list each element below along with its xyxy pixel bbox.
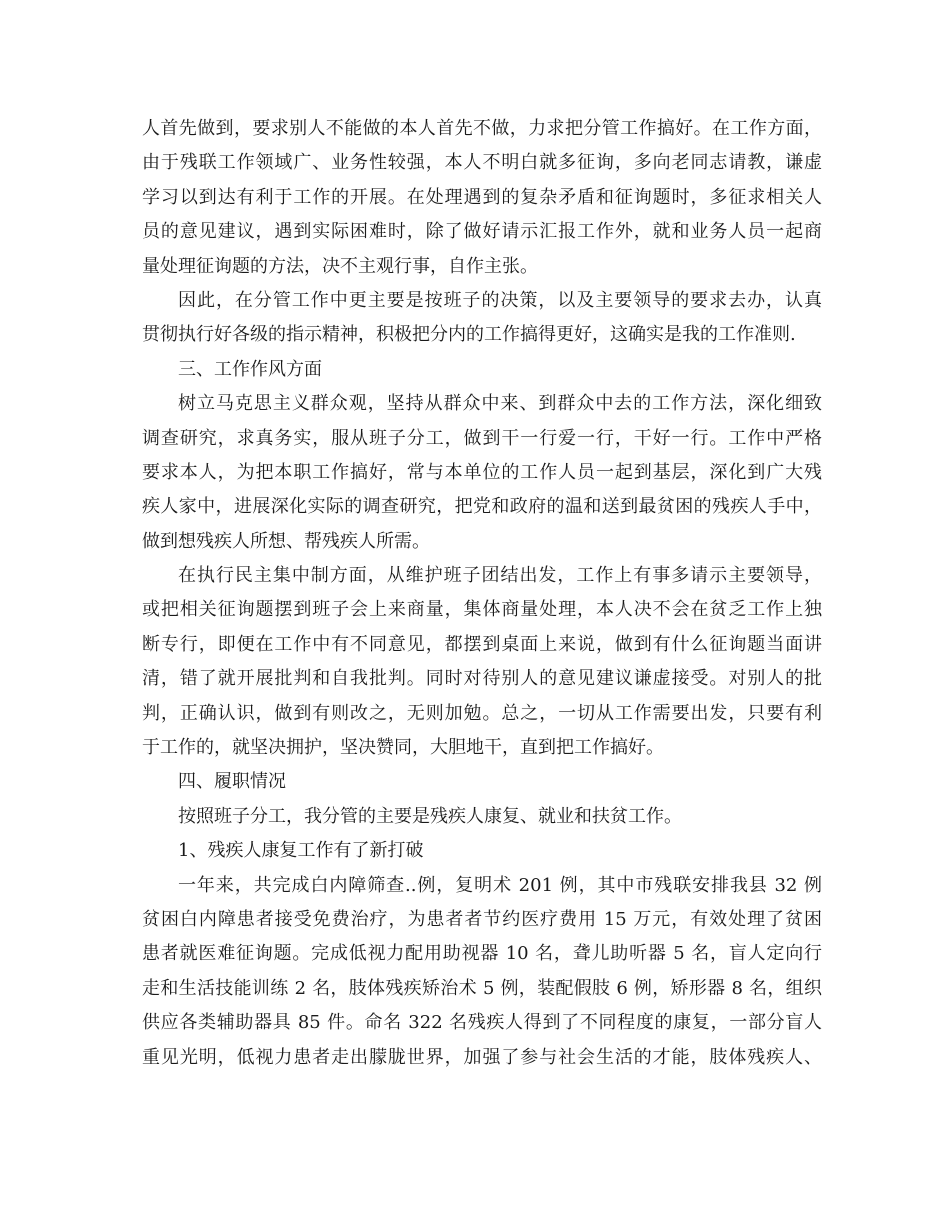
document-page bbox=[142, 112, 822, 1075]
text-line: 按照班子分工，我分管的主要是残疾人康复、就业和扶贫工作。 bbox=[178, 805, 682, 827]
text-line: 判，正确认识，做到有则改之，无则加勉。总之，一切从工作需要出发，只要有利 bbox=[142, 702, 822, 724]
text-line: 患者就医难征询题。完成低视力配用助视器 10 名，聋儿助听器 5 名，盲人定向行 bbox=[142, 943, 822, 965]
text-line: 供应各类辅助器具 85 件。命名 322 名残疾人得到了不同程度的康复，一部分盲人 bbox=[142, 1012, 822, 1034]
text-line: 学习以到达有利于工作的开展。在处理遇到的复杂矛盾和征询题时，多征求相关人 bbox=[142, 186, 822, 208]
text-line: 因此，在分管工作中更主要是按班子的决策，以及主要领导的要求去办，认真 bbox=[178, 289, 822, 311]
text-line: 断专行，即便在工作中有不同意见，都摆到桌面上来说，做到有什么征询题当面讲 bbox=[142, 633, 822, 655]
text-line: 树立马克思主义群众观，坚持从群众中来、到群众中去的工作方法，深化细致 bbox=[178, 393, 822, 415]
text-line: 量处理征询题的方法，决不主观行事，自作主张。 bbox=[142, 255, 538, 277]
text-line: 清，错了就开展批判和自我批判。同时对待别人的意见建议谦虚接受。对别人的批 bbox=[142, 668, 822, 690]
text-line: 要求本人，为把本职工作搞好，常与本单位的工作人员一起到基层，深化到广大残 bbox=[142, 461, 822, 483]
text-line: 重见光明，低视力患者走出朦胧世界，加强了参与社会生活的才能，肢体残疾人、 bbox=[142, 1046, 822, 1068]
text-line: 三、工作作风方面 bbox=[178, 358, 322, 380]
text-line: 走和生活技能训练 2 名，肢体残疾矫治术 5 例，装配假肢 6 例，矫形器 8 名，组织 bbox=[142, 977, 822, 999]
text-line: 由于残联工作领域广、业务性较强，本人不明白就多征询，多向老同志请教，谦虚 bbox=[142, 152, 822, 174]
text-line: 做到想残疾人所想、帮残疾人所需。 bbox=[142, 530, 430, 552]
text-line: 贫困白内障患者接受免费治疗，为患者者节约医疗费用 15 万元，有效处理了贫困 bbox=[142, 908, 822, 930]
text-line: 员的意见建议，遇到实际困难时，除了做好请示汇报工作外，就和业务人员一起商 bbox=[142, 221, 822, 243]
text-line: 人首先做到，要求别人不能做的本人首先不做，力求把分管工作搞好。在工作方面， bbox=[142, 118, 822, 139]
text-line: 1、残疾人康复工作有了新打破 bbox=[178, 840, 424, 862]
text-line: 在执行民主集中制方面，从维护班子团结出发，工作上有事多请示主要领导， bbox=[178, 565, 822, 587]
text-line: 于工作的，就坚决拥护，坚决赞同，大胆地干，直到把工作搞好。 bbox=[142, 737, 664, 759]
text-line: 贯彻执行好各级的指示精神，积极把分内的工作搞得更好，这确实是我的工作准则. bbox=[142, 324, 796, 346]
text-line: 一年来，共完成白内障筛查..例，复明术 201 例，其中市残联安排我县 32 例 bbox=[178, 874, 822, 896]
text-line: 四、履职情况 bbox=[178, 771, 286, 793]
text-line: 疾人家中，进展深化实际的调查研究，把党和政府的温和送到最贫困的残疾人手中， bbox=[142, 496, 822, 518]
text-line: 调查研究，求真务实，服从班子分工，做到干一行爱一行，干好一行。工作中严格 bbox=[142, 427, 822, 449]
text-line: 或把相关征询题摆到班子会上来商量，集体商量处理，本人决不会在贫乏工作上独 bbox=[142, 599, 822, 621]
